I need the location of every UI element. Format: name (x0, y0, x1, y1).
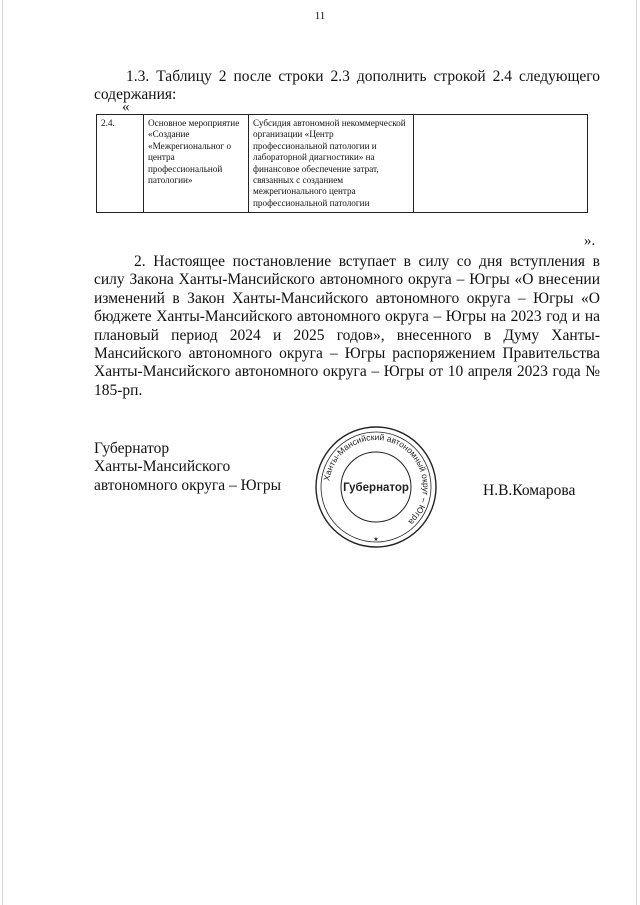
open-quote: « (122, 99, 130, 115)
signature-title (94, 440, 281, 495)
official-seal (313, 424, 439, 550)
cell-extra (414, 115, 588, 213)
signature-title-line-3: автономного округа – Югры (94, 476, 282, 494)
signature-title-line-2: Ханты-Мансийского (94, 458, 231, 476)
seal-ring-text: Ханты-Мансийский автономный округ – Югра (321, 431, 432, 528)
cell-number: 2.4. (97, 115, 144, 213)
scan-edge-right (636, 0, 637, 905)
cell-measure: Основное мероприятие «Создание «Межрегиональног о центра профессиональной патологии» (144, 115, 249, 213)
seal-center-text: Губернатор (343, 482, 409, 494)
seal-star-icon: ★ (373, 536, 379, 543)
close-quote: ». (584, 233, 596, 249)
page-number: 11 (314, 10, 326, 22)
paragraph-1-3: 1.3. Таблицу 2 после строки 2.3 дополнить строкой 2.4 следующего содержания: (94, 68, 600, 104)
scan-edge-left (2, 0, 3, 905)
paragraph-2: 2. Настоящее постановление вступает в силу со дня вступления в силу Закона Ханты-Мансийского автономного округа – Югры «О внесении изменений в Закон Ханты-Мансийского автономного округа – Югры «О бюджете Ханты-Мансийского автономного округа – Югры на 2023 год и на плановый период 2024 и 2025 годов», внесенного в Думу Ханты-Мансийского автономного округа – Югры распоряжением Правительства Ханты-Мансийского автономного округа – Югры от 10 апреля 2023 года № 185-рп. (94, 253, 600, 399)
table-row (97, 115, 588, 213)
amendment-table (96, 114, 588, 213)
signatory-name: Н.В.Комарова (483, 482, 576, 499)
cell-description: Субсидия автономной некоммерческой организации «Центр профессиональной патологии и лабораторной диагностики» на финансовое обеспечение затрат, связанных с созданием межрегионального центра профессиональной патологии (249, 115, 414, 213)
signature-title-line-1: Губернатор (94, 440, 170, 457)
